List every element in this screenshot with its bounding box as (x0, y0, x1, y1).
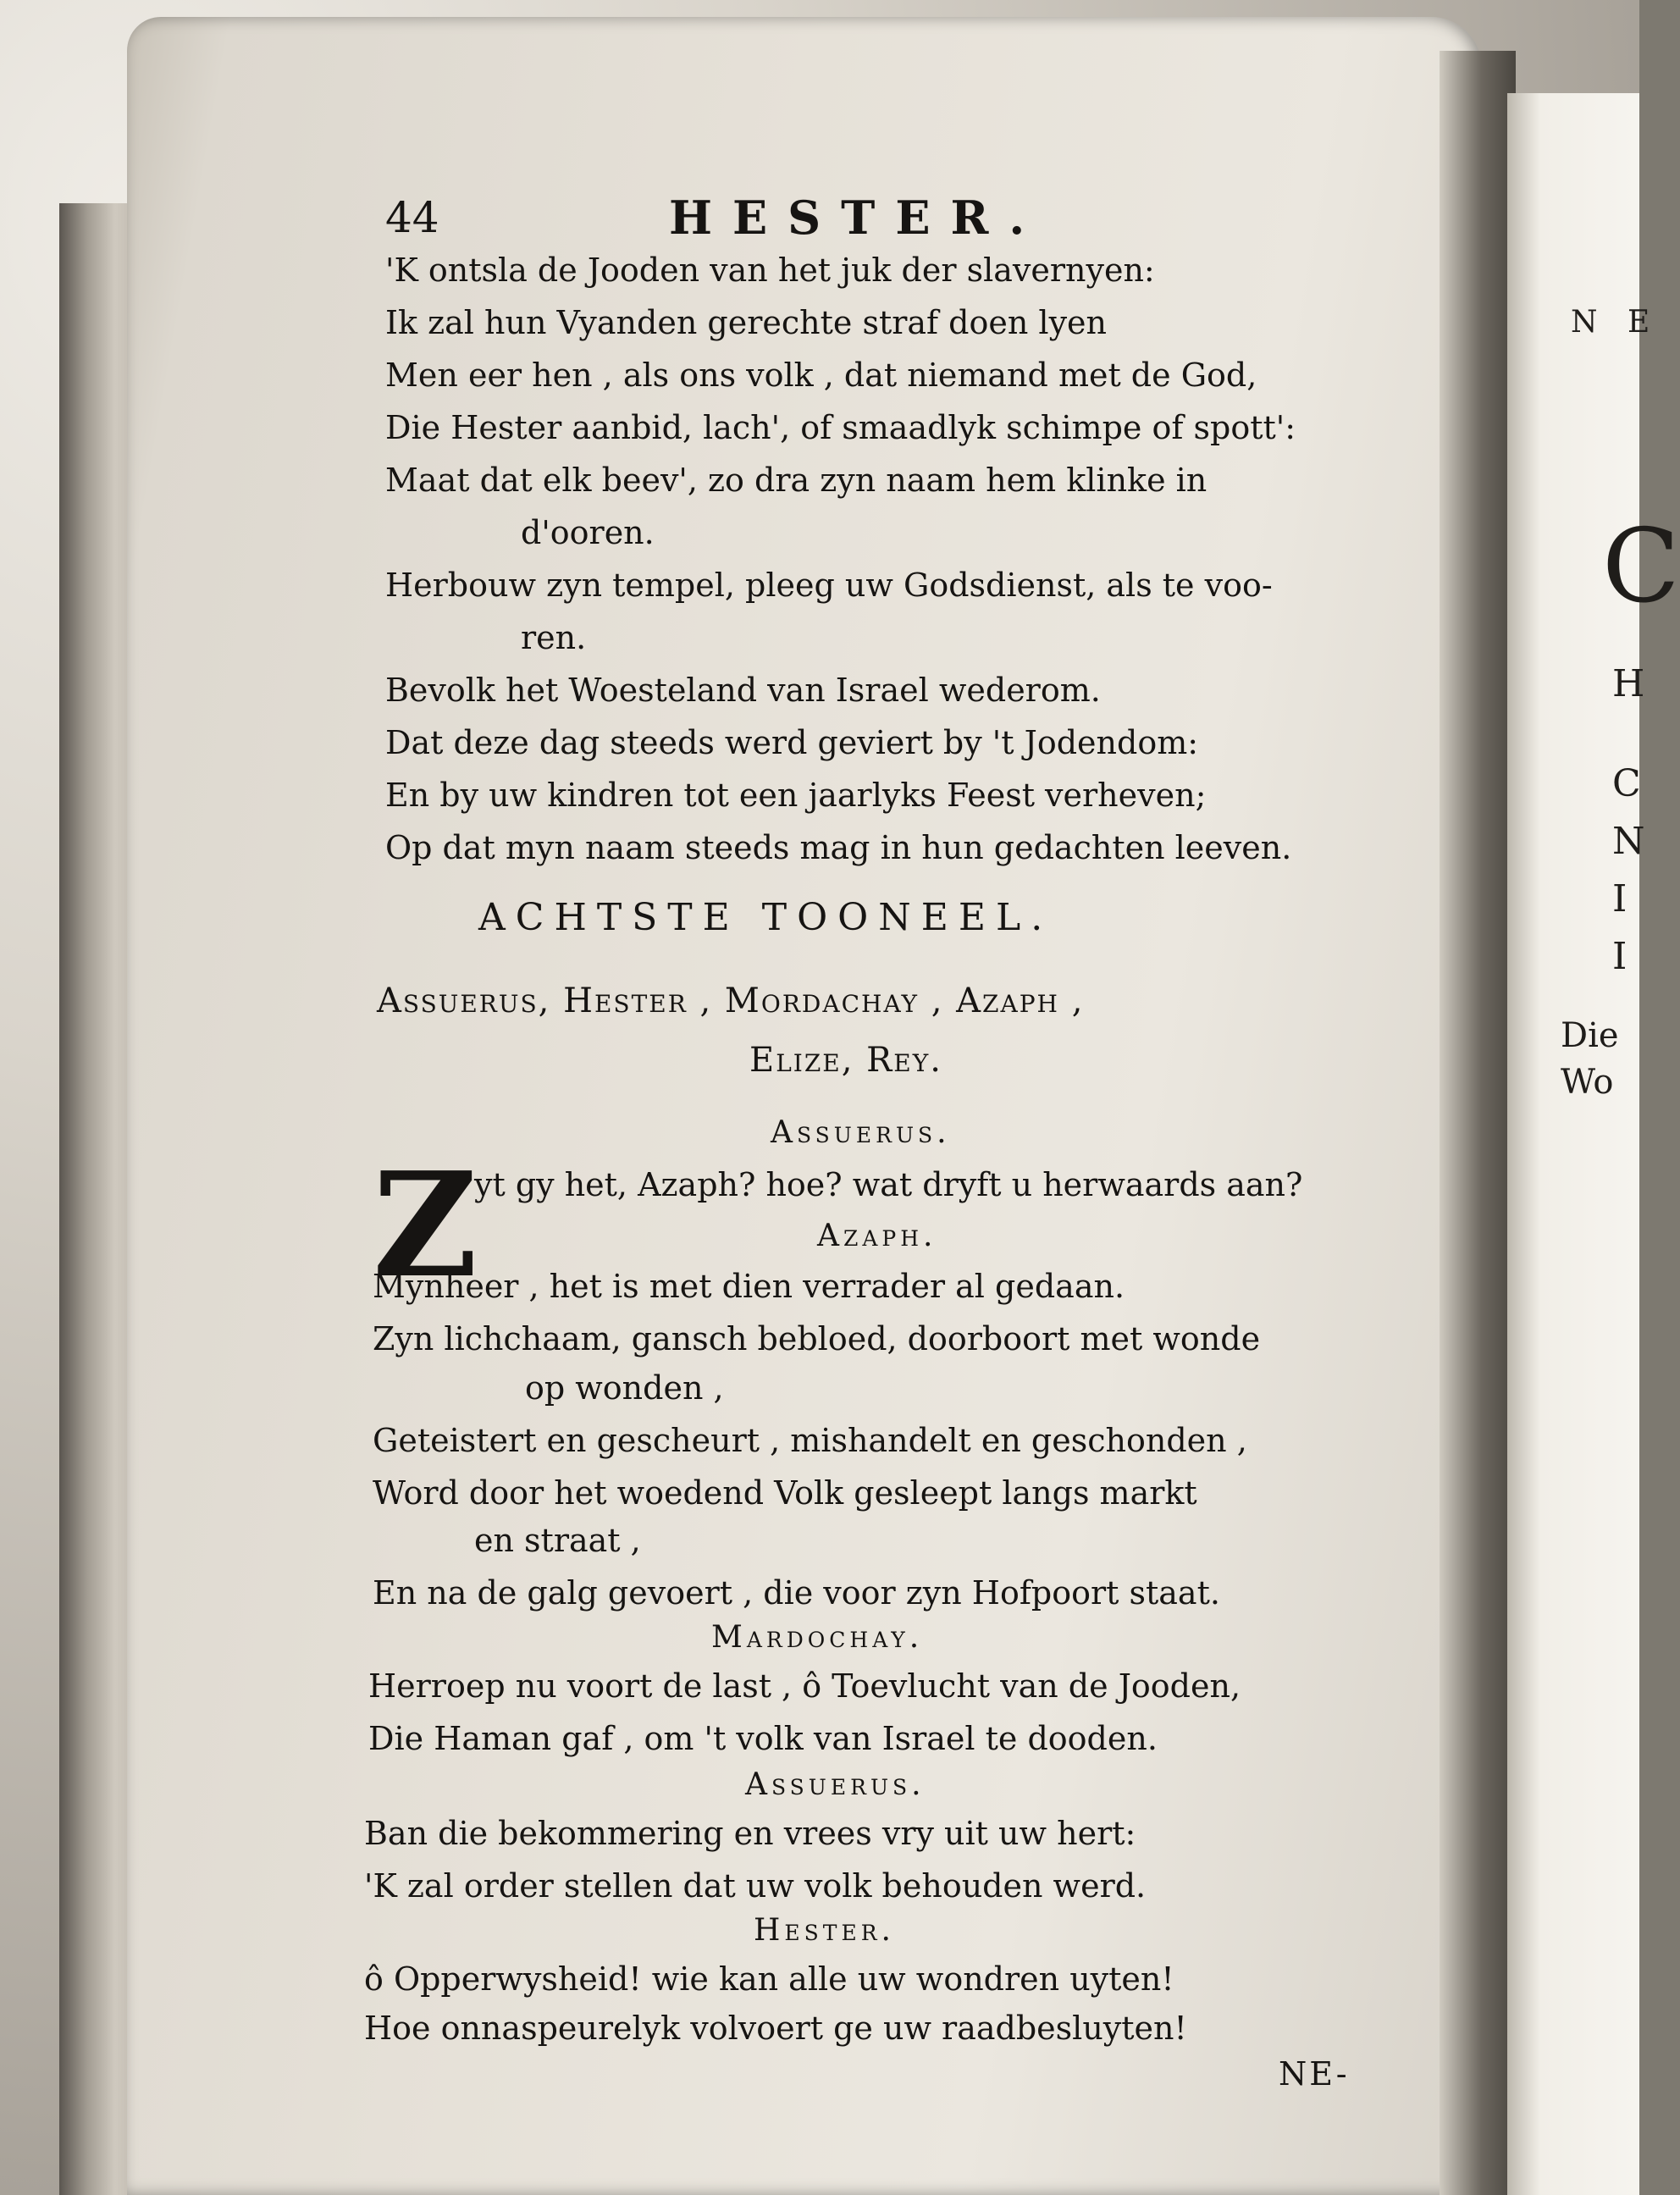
text-line: ren. (521, 619, 587, 656)
text-line: Die Haman gaf , om 't volk van Israel te dooden. (368, 1720, 1158, 1757)
text-line: en straat , (474, 1522, 641, 1559)
text-line: Herroep nu voort de last , ô Toevlucht van de Jooden, (368, 1667, 1241, 1705)
facing-page-fragment: Die (1561, 1016, 1619, 1055)
speaker-name: Mardochay. (711, 1620, 924, 1655)
facing-page-fragment: N (1612, 820, 1645, 863)
text-line: Maat dat elk beev', zo dra zyn naam hem klinke in (385, 462, 1208, 499)
text-line: 'K zal order stellen dat uw volk behouden werd. (364, 1867, 1147, 1905)
scene-heading: ACHTSTE TOONEEL. (478, 896, 1053, 939)
running-head: HESTER. (669, 191, 1046, 245)
speaker-name: Assuerus. (745, 1767, 926, 1802)
right-page (1507, 93, 1680, 2195)
cast-list: Elize, Rey. (749, 1041, 942, 1080)
speaker-name: Assuerus. (771, 1115, 951, 1150)
text-line: op wonden , (525, 1369, 724, 1407)
text-line: Dat deze dag steeds werd geviert by 't Jodendom: (385, 724, 1199, 761)
text-line: Geteistert en gescheurt , mishandelt en geschonden , (373, 1422, 1247, 1459)
facing-page-fragment: I (1612, 877, 1628, 921)
text-line: En by uw kindren tot een jaarlyks Feest verheven; (385, 777, 1207, 814)
drop-cap: Z (373, 1141, 478, 1310)
text-line: Die Hester aanbid, lach', of smaadlyk schimpe of spott': (385, 409, 1296, 446)
text-line: Bevolk het Woesteland van Israel wederom. (385, 672, 1101, 709)
text-line: 'K ontsla de Jooden van het juk der slavernyen: (385, 252, 1155, 289)
cast-list: Assuerus, Hester , Mordachay , Azaph , (377, 981, 1085, 1020)
text-line: Ik zal hun Vyanden gerechte straf doen lyen (385, 304, 1108, 341)
facing-page-fragment: N E (1571, 305, 1661, 340)
facing-page-fragment: C (1602, 508, 1680, 626)
text-line: ô Opperwysheid! wie kan alle uw wondren uyten! (364, 1960, 1174, 1998)
text-line: d'ooren. (521, 514, 655, 551)
speaker-name: Azaph. (817, 1219, 937, 1253)
facing-page-fragment: H (1612, 662, 1645, 705)
facing-page-fragment: Wo (1561, 1063, 1614, 1102)
text-line: Ban die bekommering en vrees vry uit uw hert: (364, 1815, 1136, 1852)
text-line: Word door het woedend Volk gesleept langs markt (373, 1474, 1197, 1512)
speaker-name: Hester. (754, 1913, 895, 1948)
text-line: En na de galg gevoert , die voor zyn Hofpoort staat. (373, 1574, 1220, 1612)
text-line: Op dat myn naam steeds mag in hun gedachten leeven. (385, 829, 1292, 866)
text-line: Men eer hen , als ons volk , dat niemand met de God, (385, 357, 1257, 394)
text-line: Mynheer , het is met dien verrader al gedaan. (373, 1268, 1125, 1305)
facing-page-fragment: I (1612, 935, 1628, 978)
text-line: Zyn lichchaam, gansch bebloed, doorboort met wonde (373, 1320, 1261, 1357)
facing-page-fragment: C (1612, 762, 1641, 805)
catchword: NE- (1279, 2055, 1350, 2093)
text-line: yt gy het, Azaph? hoe? wat dryft u herwaards aan? (474, 1166, 1303, 1203)
book-gutter (1440, 51, 1516, 2195)
text-line: Hoe onnaspeurelyk volvoert ge uw raadbesluyten! (364, 2010, 1187, 2047)
text-line: Herbouw zyn tempel, pleeg uw Godsdienst, als te voo- (385, 567, 1273, 604)
page-number: 44 (385, 193, 439, 242)
